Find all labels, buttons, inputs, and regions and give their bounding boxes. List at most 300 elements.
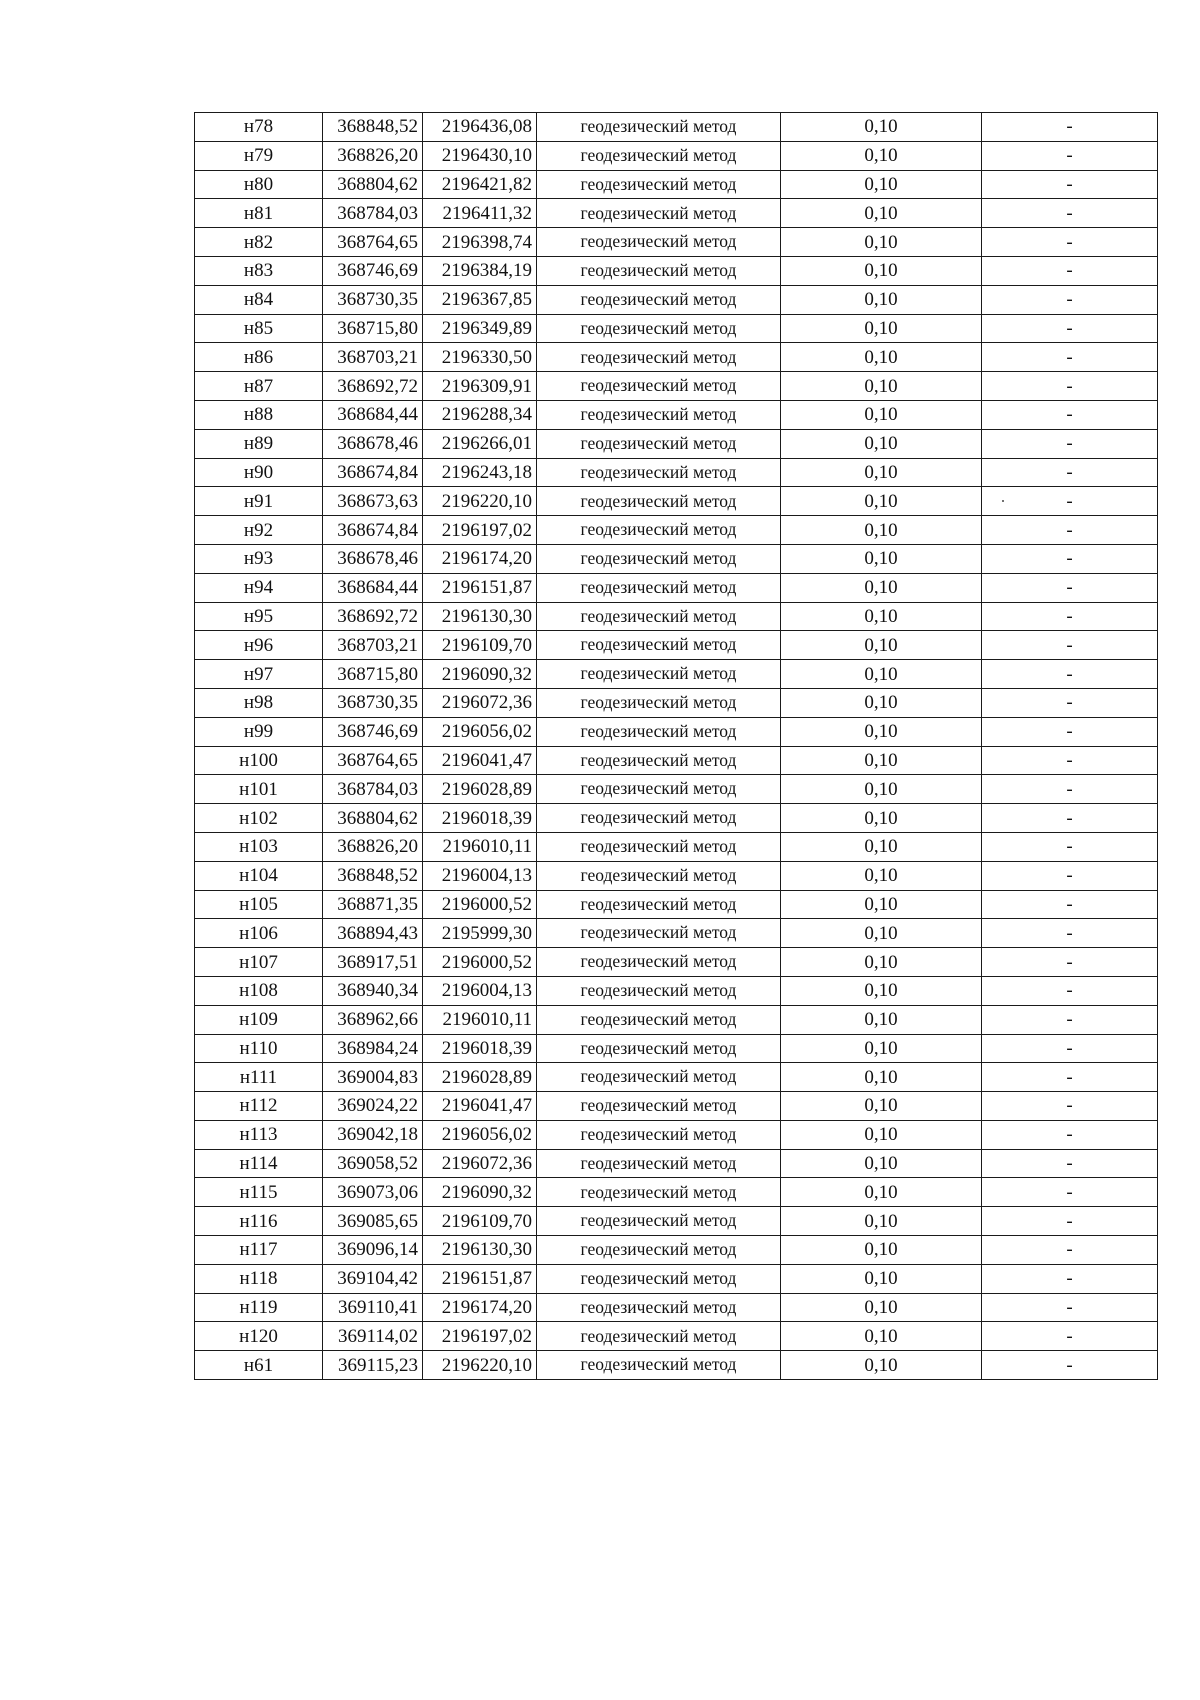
y-coordinate-cell: 2196130,30 xyxy=(423,1236,537,1265)
x-coordinate-cell: 369058,52 xyxy=(323,1149,423,1178)
table-row xyxy=(195,141,1158,170)
accuracy-cell: 0,10 xyxy=(781,1322,982,1351)
accuracy-cell: 0,10 xyxy=(781,1207,982,1236)
accuracy-cell: 0,10 xyxy=(781,141,982,170)
y-coordinate-cell: 2196243,18 xyxy=(423,458,537,487)
accuracy-cell: 0,10 xyxy=(781,717,982,746)
table-row xyxy=(195,285,1158,314)
x-coordinate-cell: 368940,34 xyxy=(323,976,423,1005)
x-coordinate-cell: 368784,03 xyxy=(323,775,423,804)
scan-speck xyxy=(1002,500,1004,502)
accuracy-cell: 0,10 xyxy=(781,343,982,372)
accuracy-cell: 0,10 xyxy=(781,1120,982,1149)
method-cell: геодезический метод xyxy=(537,688,781,717)
point-name-cell: н87 xyxy=(195,372,323,401)
method-cell: геодезический метод xyxy=(537,1120,781,1149)
x-coordinate-cell: 369085,65 xyxy=(323,1207,423,1236)
y-coordinate-cell: 2196367,85 xyxy=(423,285,537,314)
accuracy-cell: 0,10 xyxy=(781,804,982,833)
method-cell: геодезический метод xyxy=(537,1149,781,1178)
table-row xyxy=(195,1351,1158,1380)
accuracy-cell: 0,10 xyxy=(781,1034,982,1063)
method-cell: геодезический метод xyxy=(537,141,781,170)
accuracy-cell: 0,10 xyxy=(781,919,982,948)
x-coordinate-cell: 368848,52 xyxy=(323,113,423,142)
y-coordinate-cell: 2196288,34 xyxy=(423,400,537,429)
description-cell: - xyxy=(982,948,1158,977)
point-name-cell: н104 xyxy=(195,861,323,890)
y-coordinate-cell: 2196109,70 xyxy=(423,1207,537,1236)
point-name-cell: н92 xyxy=(195,516,323,545)
description-cell: - xyxy=(982,1120,1158,1149)
table-row xyxy=(195,717,1158,746)
method-cell: геодезический метод xyxy=(537,400,781,429)
y-coordinate-cell: 2196197,02 xyxy=(423,516,537,545)
x-coordinate-cell: 368684,44 xyxy=(323,573,423,602)
x-coordinate-cell: 368730,35 xyxy=(323,688,423,717)
y-coordinate-cell: 2196090,32 xyxy=(423,1178,537,1207)
table-row xyxy=(195,400,1158,429)
method-cell: геодезический метод xyxy=(537,1322,781,1351)
table-row xyxy=(195,746,1158,775)
y-coordinate-cell: 2196000,52 xyxy=(423,890,537,919)
table-row xyxy=(195,1236,1158,1265)
x-coordinate-cell: 369024,22 xyxy=(323,1092,423,1121)
table-row xyxy=(195,458,1158,487)
description-cell: - xyxy=(982,976,1158,1005)
table-row xyxy=(195,343,1158,372)
accuracy-cell: 0,10 xyxy=(781,285,982,314)
method-cell: геодезический метод xyxy=(537,890,781,919)
y-coordinate-cell: 2196430,10 xyxy=(423,141,537,170)
method-cell: геодезический метод xyxy=(537,285,781,314)
point-name-cell: н83 xyxy=(195,256,323,285)
table-row xyxy=(195,372,1158,401)
accuracy-cell: 0,10 xyxy=(781,573,982,602)
method-cell: геодезический метод xyxy=(537,717,781,746)
x-coordinate-cell: 369073,06 xyxy=(323,1178,423,1207)
y-coordinate-cell: 2196041,47 xyxy=(423,1092,537,1121)
description-cell: - xyxy=(982,1293,1158,1322)
table-row xyxy=(195,1149,1158,1178)
description-cell: - xyxy=(982,429,1158,458)
y-coordinate-cell: 2196197,02 xyxy=(423,1322,537,1351)
table-row xyxy=(195,1322,1158,1351)
method-cell: геодезический метод xyxy=(537,458,781,487)
y-coordinate-cell: 2196018,39 xyxy=(423,1034,537,1063)
table-row xyxy=(195,804,1158,833)
table-row xyxy=(195,487,1158,516)
table-row xyxy=(195,1063,1158,1092)
accuracy-cell: 0,10 xyxy=(781,1005,982,1034)
accuracy-cell: 0,10 xyxy=(781,976,982,1005)
description-cell: - xyxy=(982,1063,1158,1092)
method-cell: геодезический метод xyxy=(537,1351,781,1380)
description-cell: - xyxy=(982,458,1158,487)
description-cell: - xyxy=(982,688,1158,717)
description-cell: - xyxy=(982,1092,1158,1121)
description-cell: - xyxy=(982,1236,1158,1265)
x-coordinate-cell: 368804,62 xyxy=(323,170,423,199)
y-coordinate-cell: 2196004,13 xyxy=(423,976,537,1005)
accuracy-cell: 0,10 xyxy=(781,256,982,285)
description-cell: - xyxy=(982,400,1158,429)
accuracy-cell: 0,10 xyxy=(781,1092,982,1121)
method-cell: геодезический метод xyxy=(537,1293,781,1322)
method-cell: геодезический метод xyxy=(537,660,781,689)
point-name-cell: н82 xyxy=(195,228,323,257)
point-name-cell: н97 xyxy=(195,660,323,689)
description-cell: - xyxy=(982,516,1158,545)
accuracy-cell: 0,10 xyxy=(781,516,982,545)
table-row xyxy=(195,890,1158,919)
y-coordinate-cell: 2196109,70 xyxy=(423,631,537,660)
point-name-cell: н89 xyxy=(195,429,323,458)
point-name-cell: н106 xyxy=(195,919,323,948)
x-coordinate-cell: 368826,20 xyxy=(323,832,423,861)
method-cell: геодезический метод xyxy=(537,487,781,516)
accuracy-cell: 0,10 xyxy=(781,429,982,458)
accuracy-cell: 0,10 xyxy=(781,1236,982,1265)
method-cell: геодезический метод xyxy=(537,256,781,285)
description-cell: - xyxy=(982,660,1158,689)
accuracy-cell: 0,10 xyxy=(781,113,982,142)
x-coordinate-cell: 368764,65 xyxy=(323,228,423,257)
table-row xyxy=(195,832,1158,861)
description-cell: - xyxy=(982,141,1158,170)
x-coordinate-cell: 368871,35 xyxy=(323,890,423,919)
description-cell: - xyxy=(982,256,1158,285)
accuracy-cell: 0,10 xyxy=(781,1063,982,1092)
table-row xyxy=(195,660,1158,689)
description-cell: - xyxy=(982,573,1158,602)
x-coordinate-cell: 369004,83 xyxy=(323,1063,423,1092)
table-row xyxy=(195,1005,1158,1034)
y-coordinate-cell: 2196330,50 xyxy=(423,343,537,372)
method-cell: геодезический метод xyxy=(537,746,781,775)
method-cell: геодезический метод xyxy=(537,199,781,228)
method-cell: геодезический метод xyxy=(537,948,781,977)
description-cell: - xyxy=(982,314,1158,343)
x-coordinate-cell: 368804,62 xyxy=(323,804,423,833)
method-cell: геодезический метод xyxy=(537,976,781,1005)
y-coordinate-cell: 2196028,89 xyxy=(423,1063,537,1092)
accuracy-cell: 0,10 xyxy=(781,688,982,717)
accuracy-cell: 0,10 xyxy=(781,199,982,228)
table-row xyxy=(195,976,1158,1005)
method-cell: геодезический метод xyxy=(537,1063,781,1092)
accuracy-cell: 0,10 xyxy=(781,1264,982,1293)
description-cell: - xyxy=(982,1322,1158,1351)
description-cell: - xyxy=(982,1005,1158,1034)
y-coordinate-cell: 2196174,20 xyxy=(423,544,537,573)
point-name-cell: н80 xyxy=(195,170,323,199)
x-coordinate-cell: 369110,41 xyxy=(323,1293,423,1322)
method-cell: геодезический метод xyxy=(537,1264,781,1293)
x-coordinate-cell: 368730,35 xyxy=(323,285,423,314)
table-row xyxy=(195,228,1158,257)
method-cell: геодезический метод xyxy=(537,429,781,458)
method-cell: геодезический метод xyxy=(537,1034,781,1063)
description-cell: - xyxy=(982,804,1158,833)
accuracy-cell: 0,10 xyxy=(781,544,982,573)
method-cell: геодезический метод xyxy=(537,1092,781,1121)
method-cell: геодезический метод xyxy=(537,314,781,343)
point-name-cell: н118 xyxy=(195,1264,323,1293)
table-row xyxy=(195,631,1158,660)
method-cell: геодезический метод xyxy=(537,113,781,142)
point-name-cell: н78 xyxy=(195,113,323,142)
point-name-cell: н90 xyxy=(195,458,323,487)
x-coordinate-cell: 368826,20 xyxy=(323,141,423,170)
x-coordinate-cell: 368917,51 xyxy=(323,948,423,977)
method-cell: геодезический метод xyxy=(537,775,781,804)
x-coordinate-cell: 368746,69 xyxy=(323,256,423,285)
x-coordinate-cell: 369104,42 xyxy=(323,1264,423,1293)
y-coordinate-cell: 2196421,82 xyxy=(423,170,537,199)
accuracy-cell: 0,10 xyxy=(781,660,982,689)
description-cell: - xyxy=(982,372,1158,401)
point-name-cell: н116 xyxy=(195,1207,323,1236)
point-name-cell: н93 xyxy=(195,544,323,573)
point-name-cell: н84 xyxy=(195,285,323,314)
table-row xyxy=(195,256,1158,285)
description-cell: - xyxy=(982,775,1158,804)
method-cell: геодезический метод xyxy=(537,573,781,602)
y-coordinate-cell: 2196041,47 xyxy=(423,746,537,775)
y-coordinate-cell: 2196349,89 xyxy=(423,314,537,343)
y-coordinate-cell: 2196010,11 xyxy=(423,1005,537,1034)
table-row xyxy=(195,948,1158,977)
method-cell: геодезический метод xyxy=(537,861,781,890)
accuracy-cell: 0,10 xyxy=(781,746,982,775)
x-coordinate-cell: 368678,46 xyxy=(323,544,423,573)
accuracy-cell: 0,10 xyxy=(781,948,982,977)
y-coordinate-cell: 2196411,32 xyxy=(423,199,537,228)
accuracy-cell: 0,10 xyxy=(781,1149,982,1178)
x-coordinate-cell: 368673,63 xyxy=(323,487,423,516)
y-coordinate-cell: 2196151,87 xyxy=(423,573,537,602)
method-cell: геодезический метод xyxy=(537,228,781,257)
description-cell: - xyxy=(982,343,1158,372)
x-coordinate-cell: 368692,72 xyxy=(323,602,423,631)
description-cell: - xyxy=(982,1178,1158,1207)
point-name-cell: н99 xyxy=(195,717,323,746)
description-cell: - xyxy=(982,602,1158,631)
y-coordinate-cell: 2196056,02 xyxy=(423,717,537,746)
description-cell: - xyxy=(982,832,1158,861)
method-cell: геодезический метод xyxy=(537,919,781,948)
point-name-cell: н114 xyxy=(195,1149,323,1178)
description-cell: - xyxy=(982,861,1158,890)
description-cell: - xyxy=(982,544,1158,573)
point-name-cell: н119 xyxy=(195,1293,323,1322)
x-coordinate-cell: 368764,65 xyxy=(323,746,423,775)
description-cell: - xyxy=(982,1351,1158,1380)
point-name-cell: н108 xyxy=(195,976,323,1005)
point-name-cell: н111 xyxy=(195,1063,323,1092)
point-name-cell: н81 xyxy=(195,199,323,228)
description-cell: - xyxy=(982,717,1158,746)
table-row xyxy=(195,199,1158,228)
point-name-cell: н101 xyxy=(195,775,323,804)
y-coordinate-cell: 2196000,52 xyxy=(423,948,537,977)
table-row xyxy=(195,113,1158,142)
point-name-cell: н94 xyxy=(195,573,323,602)
y-coordinate-cell: 2196028,89 xyxy=(423,775,537,804)
description-cell: - xyxy=(982,746,1158,775)
accuracy-cell: 0,10 xyxy=(781,775,982,804)
y-coordinate-cell: 2196309,91 xyxy=(423,372,537,401)
x-coordinate-cell: 369115,23 xyxy=(323,1351,423,1380)
y-coordinate-cell: 2196056,02 xyxy=(423,1120,537,1149)
table-row xyxy=(195,1178,1158,1207)
method-cell: геодезический метод xyxy=(537,1236,781,1265)
method-cell: геодезический метод xyxy=(537,516,781,545)
point-name-cell: н103 xyxy=(195,832,323,861)
accuracy-cell: 0,10 xyxy=(781,314,982,343)
y-coordinate-cell: 2196266,01 xyxy=(423,429,537,458)
table-row xyxy=(195,1120,1158,1149)
point-name-cell: н86 xyxy=(195,343,323,372)
point-name-cell: н107 xyxy=(195,948,323,977)
accuracy-cell: 0,10 xyxy=(781,487,982,516)
x-coordinate-cell: 368848,52 xyxy=(323,861,423,890)
description-cell: - xyxy=(982,1264,1158,1293)
y-coordinate-cell: 2196220,10 xyxy=(423,487,537,516)
description-cell: - xyxy=(982,170,1158,199)
accuracy-cell: 0,10 xyxy=(781,1351,982,1380)
accuracy-cell: 0,10 xyxy=(781,832,982,861)
method-cell: геодезический метод xyxy=(537,631,781,660)
description-cell: - xyxy=(982,285,1158,314)
point-name-cell: н113 xyxy=(195,1120,323,1149)
point-name-cell: н110 xyxy=(195,1034,323,1063)
method-cell: геодезический метод xyxy=(537,1005,781,1034)
description-cell: - xyxy=(982,487,1158,516)
accuracy-cell: 0,10 xyxy=(781,631,982,660)
x-coordinate-cell: 369096,14 xyxy=(323,1236,423,1265)
y-coordinate-cell: 2196398,74 xyxy=(423,228,537,257)
y-coordinate-cell: 2196010,11 xyxy=(423,832,537,861)
point-name-cell: н100 xyxy=(195,746,323,775)
method-cell: геодезический метод xyxy=(537,832,781,861)
y-coordinate-cell: 2196151,87 xyxy=(423,1264,537,1293)
coordinates-table xyxy=(194,112,1158,1380)
point-name-cell: н117 xyxy=(195,1236,323,1265)
point-name-cell: н85 xyxy=(195,314,323,343)
point-name-cell: н112 xyxy=(195,1092,323,1121)
method-cell: геодезический метод xyxy=(537,343,781,372)
y-coordinate-cell: 2196018,39 xyxy=(423,804,537,833)
accuracy-cell: 0,10 xyxy=(781,1293,982,1322)
y-coordinate-cell: 2196220,10 xyxy=(423,1351,537,1380)
accuracy-cell: 0,10 xyxy=(781,372,982,401)
method-cell: геодезический метод xyxy=(537,602,781,631)
x-coordinate-cell: 368703,21 xyxy=(323,343,423,372)
point-name-cell: н109 xyxy=(195,1005,323,1034)
method-cell: геодезический метод xyxy=(537,372,781,401)
accuracy-cell: 0,10 xyxy=(781,228,982,257)
x-coordinate-cell: 368715,80 xyxy=(323,660,423,689)
description-cell: - xyxy=(982,1149,1158,1178)
x-coordinate-cell: 369042,18 xyxy=(323,1120,423,1149)
accuracy-cell: 0,10 xyxy=(781,1178,982,1207)
description-cell: - xyxy=(982,228,1158,257)
accuracy-cell: 0,10 xyxy=(781,602,982,631)
accuracy-cell: 0,10 xyxy=(781,170,982,199)
x-coordinate-cell: 368784,03 xyxy=(323,199,423,228)
coordinates-table-body xyxy=(195,113,1158,1380)
y-coordinate-cell: 2196090,32 xyxy=(423,660,537,689)
point-name-cell: н115 xyxy=(195,1178,323,1207)
accuracy-cell: 0,10 xyxy=(781,890,982,919)
table-row xyxy=(195,573,1158,602)
table-row xyxy=(195,1293,1158,1322)
description-cell: - xyxy=(982,199,1158,228)
point-name-cell: н105 xyxy=(195,890,323,919)
description-cell: - xyxy=(982,631,1158,660)
point-name-cell: н98 xyxy=(195,688,323,717)
x-coordinate-cell: 368894,43 xyxy=(323,919,423,948)
accuracy-cell: 0,10 xyxy=(781,400,982,429)
description-cell: - xyxy=(982,1207,1158,1236)
x-coordinate-cell: 368746,69 xyxy=(323,717,423,746)
table-row xyxy=(195,544,1158,573)
method-cell: геодезический метод xyxy=(537,170,781,199)
table-row xyxy=(195,861,1158,890)
description-cell: - xyxy=(982,1034,1158,1063)
y-coordinate-cell: 2196130,30 xyxy=(423,602,537,631)
x-coordinate-cell: 368962,66 xyxy=(323,1005,423,1034)
table-row xyxy=(195,170,1158,199)
description-cell: - xyxy=(982,890,1158,919)
table-row xyxy=(195,1034,1158,1063)
point-name-cell: н79 xyxy=(195,141,323,170)
x-coordinate-cell: 368703,21 xyxy=(323,631,423,660)
x-coordinate-cell: 368678,46 xyxy=(323,429,423,458)
x-coordinate-cell: 368984,24 xyxy=(323,1034,423,1063)
method-cell: геодезический метод xyxy=(537,1178,781,1207)
y-coordinate-cell: 2196072,36 xyxy=(423,1149,537,1178)
method-cell: геодезический метод xyxy=(537,804,781,833)
table-row xyxy=(195,775,1158,804)
description-cell: - xyxy=(982,919,1158,948)
table-row xyxy=(195,429,1158,458)
accuracy-cell: 0,10 xyxy=(781,458,982,487)
x-coordinate-cell: 369114,02 xyxy=(323,1322,423,1351)
point-name-cell: н91 xyxy=(195,487,323,516)
table-row xyxy=(195,688,1158,717)
point-name-cell: н120 xyxy=(195,1322,323,1351)
table-row xyxy=(195,1264,1158,1293)
table-row xyxy=(195,919,1158,948)
y-coordinate-cell: 2195999,30 xyxy=(423,919,537,948)
point-name-cell: н61 xyxy=(195,1351,323,1380)
table-row xyxy=(195,602,1158,631)
point-name-cell: н96 xyxy=(195,631,323,660)
x-coordinate-cell: 368684,44 xyxy=(323,400,423,429)
table-row xyxy=(195,1207,1158,1236)
method-cell: геодезический метод xyxy=(537,544,781,573)
x-coordinate-cell: 368715,80 xyxy=(323,314,423,343)
x-coordinate-cell: 368674,84 xyxy=(323,458,423,487)
method-cell: геодезический метод xyxy=(537,1207,781,1236)
x-coordinate-cell: 368692,72 xyxy=(323,372,423,401)
y-coordinate-cell: 2196004,13 xyxy=(423,861,537,890)
point-name-cell: н102 xyxy=(195,804,323,833)
table-row xyxy=(195,516,1158,545)
